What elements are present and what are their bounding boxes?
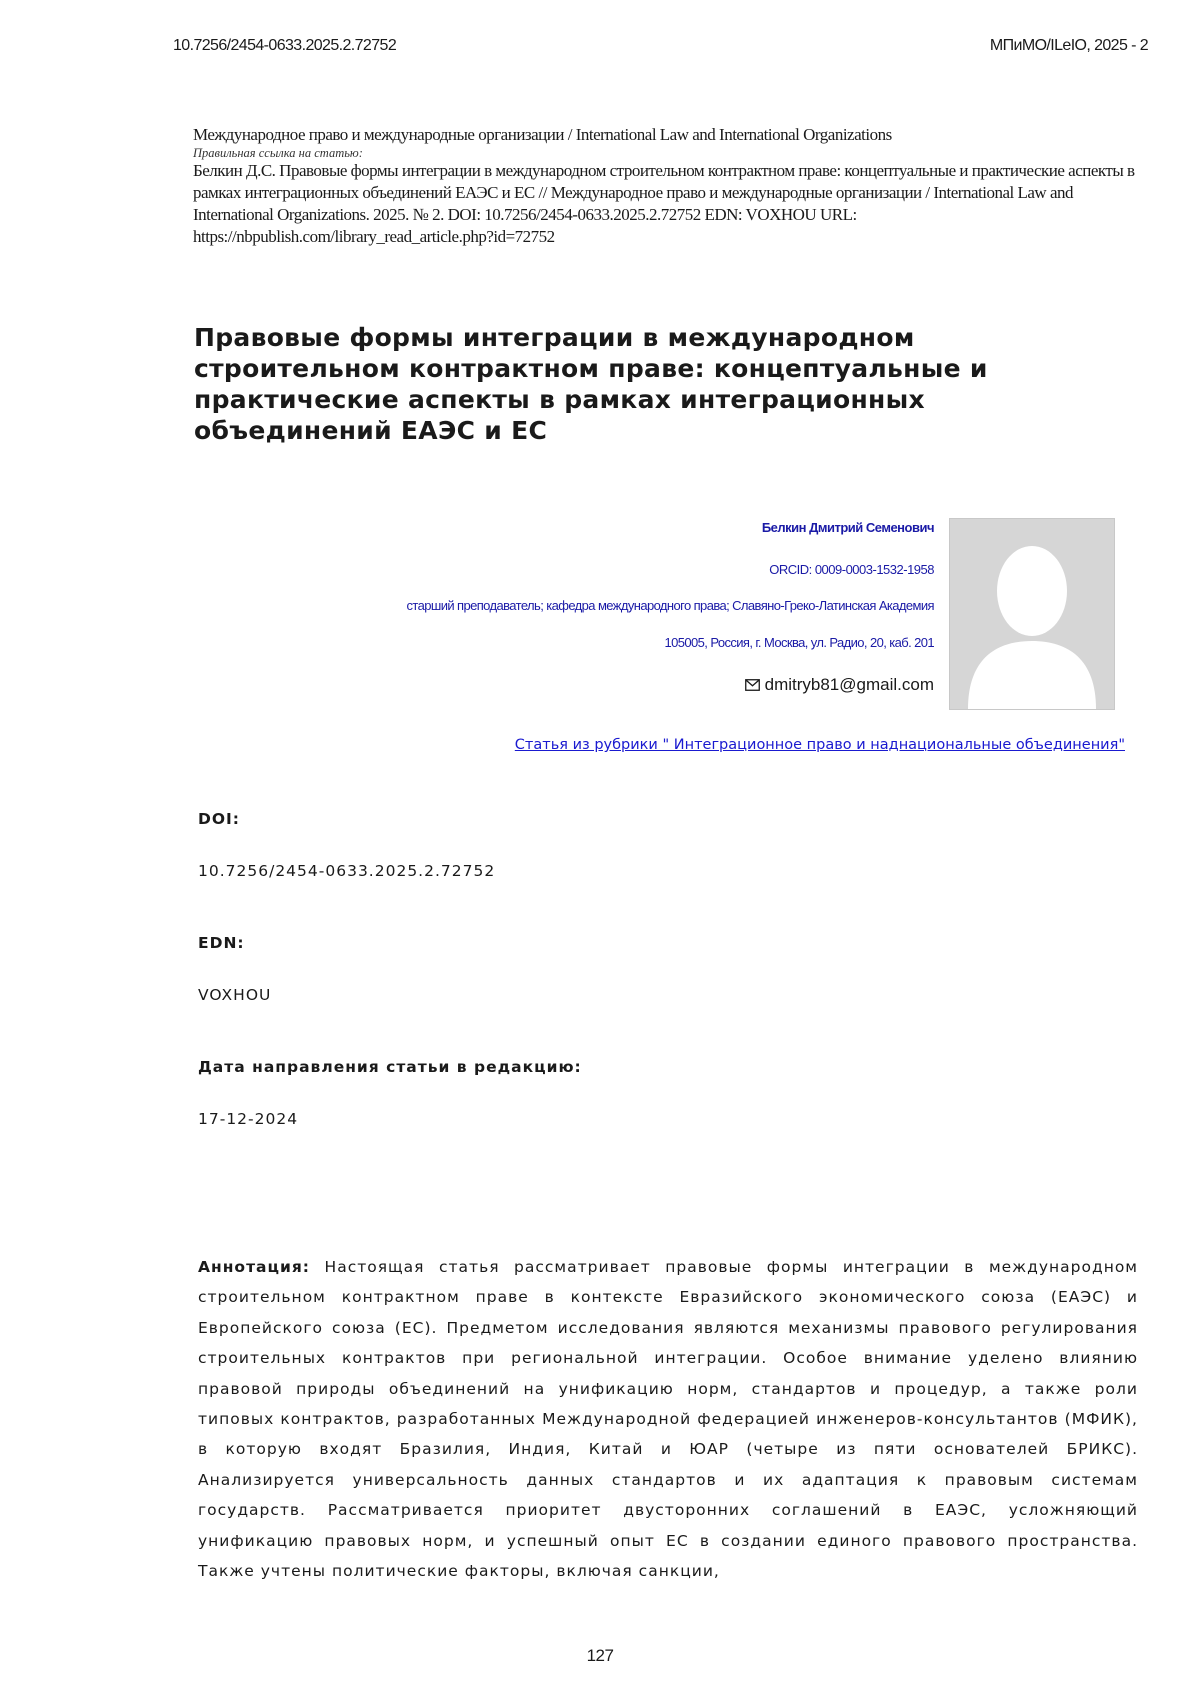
submission-date-value: 17-12-2024 — [198, 1110, 299, 1128]
author-address: 105005, Россия, г. Москва, ул. Радио, 20, каб. 201 — [664, 635, 934, 650]
submission-date-label: Дата направления статьи в редакцию: — [198, 1058, 582, 1076]
article-title: Правовые формы интеграции в международном строительном контрактном праве: концептуальные и практические аспекты в рамках интеграционных объединений ЕАЭС и ЕС — [194, 323, 988, 445]
header-doi: 10.7256/2454-0633.2025.2.72752 — [173, 37, 397, 54]
author-position: старший преподаватель; кафедра международного права; Славяно-Греко-Латинская Академия — [406, 598, 934, 613]
author-name: Белкин Дмитрий Семенович — [761, 520, 934, 535]
page-number: 127 — [586, 1646, 614, 1665]
abstract — [198, 1252, 1138, 1586]
doi-label: DOI: — [198, 810, 241, 828]
citation-block — [193, 124, 1153, 248]
author-photo — [949, 518, 1115, 710]
person-silhouette-icon — [950, 519, 1114, 709]
doi-value: 10.7256/2454-0633.2025.2.72752 — [198, 862, 496, 880]
citation-text: Белкин Д.С. Правовые формы интеграции в международном строительном контрактном праве: концептуальные и практические аспекты в рамках интеграционных объединений ЕАЭС и ЕС // Международное право и международные организации / International Law and International Organizations. 2025. № 2. DOI: 10.7256/2454-0633.2025.2.72752 EDN: VOXHOU URL: https://nbpublish.com/library_read_article.php?id=72752 — [193, 161, 1135, 246]
citation-label: Правильная ссылка на статью: — [193, 146, 363, 160]
journal-name: Международное право и международные организации / International Law and International Organizations — [193, 125, 892, 144]
abstract-text: Настоящая статья рассматривает правовые формы интеграции в международном строительном контрактном праве в контексте Евразийского экономического союза (ЕАЭС) и Европейского союза (ЕС). Предметом исследования являются механизмы правового регулирования строительных контрактов при региональной интеграции. Особое внимание уделено влиянию правовой природы объединений на унификацию норм, стандартов и процедур, а также роли типовых контрактов, разработанных Международной федерацией инженеров-консультантов (МФИК), в которую входят Бразилия, Индия, Китай и ЮАР (четыре из пяти основателей БРИКС). Анализируется универсальность данных стандартов и их адаптация к правовым системам государств. Рассматривается приоритет двусторонних соглашений в ЕАЭС, усложняющий унификацию правовых норм, и успешный опыт ЕС в создании единого правового пространства. Также учтены политические факторы, включая санкции, — [198, 1258, 1139, 1581]
abstract-label: Аннотация: — [198, 1258, 311, 1276]
author-email-row[interactable] — [745, 675, 934, 695]
author-email[interactable]: dmitryb81@gmail.com — [764, 675, 934, 694]
edn-label: EDN: — [198, 934, 245, 952]
envelope-icon — [745, 679, 760, 691]
rubric-link[interactable]: Статья из рубрики " Интеграционное право и наднациональные объединения" — [514, 737, 1125, 753]
header-journal-issue: МПиМО/ILeIO, 2025 - 2 — [989, 37, 1148, 54]
edn-value: VOXHOU — [198, 986, 272, 1004]
author-orcid[interactable]: ORCID: 0009-0003-1532-1958 — [769, 562, 934, 577]
